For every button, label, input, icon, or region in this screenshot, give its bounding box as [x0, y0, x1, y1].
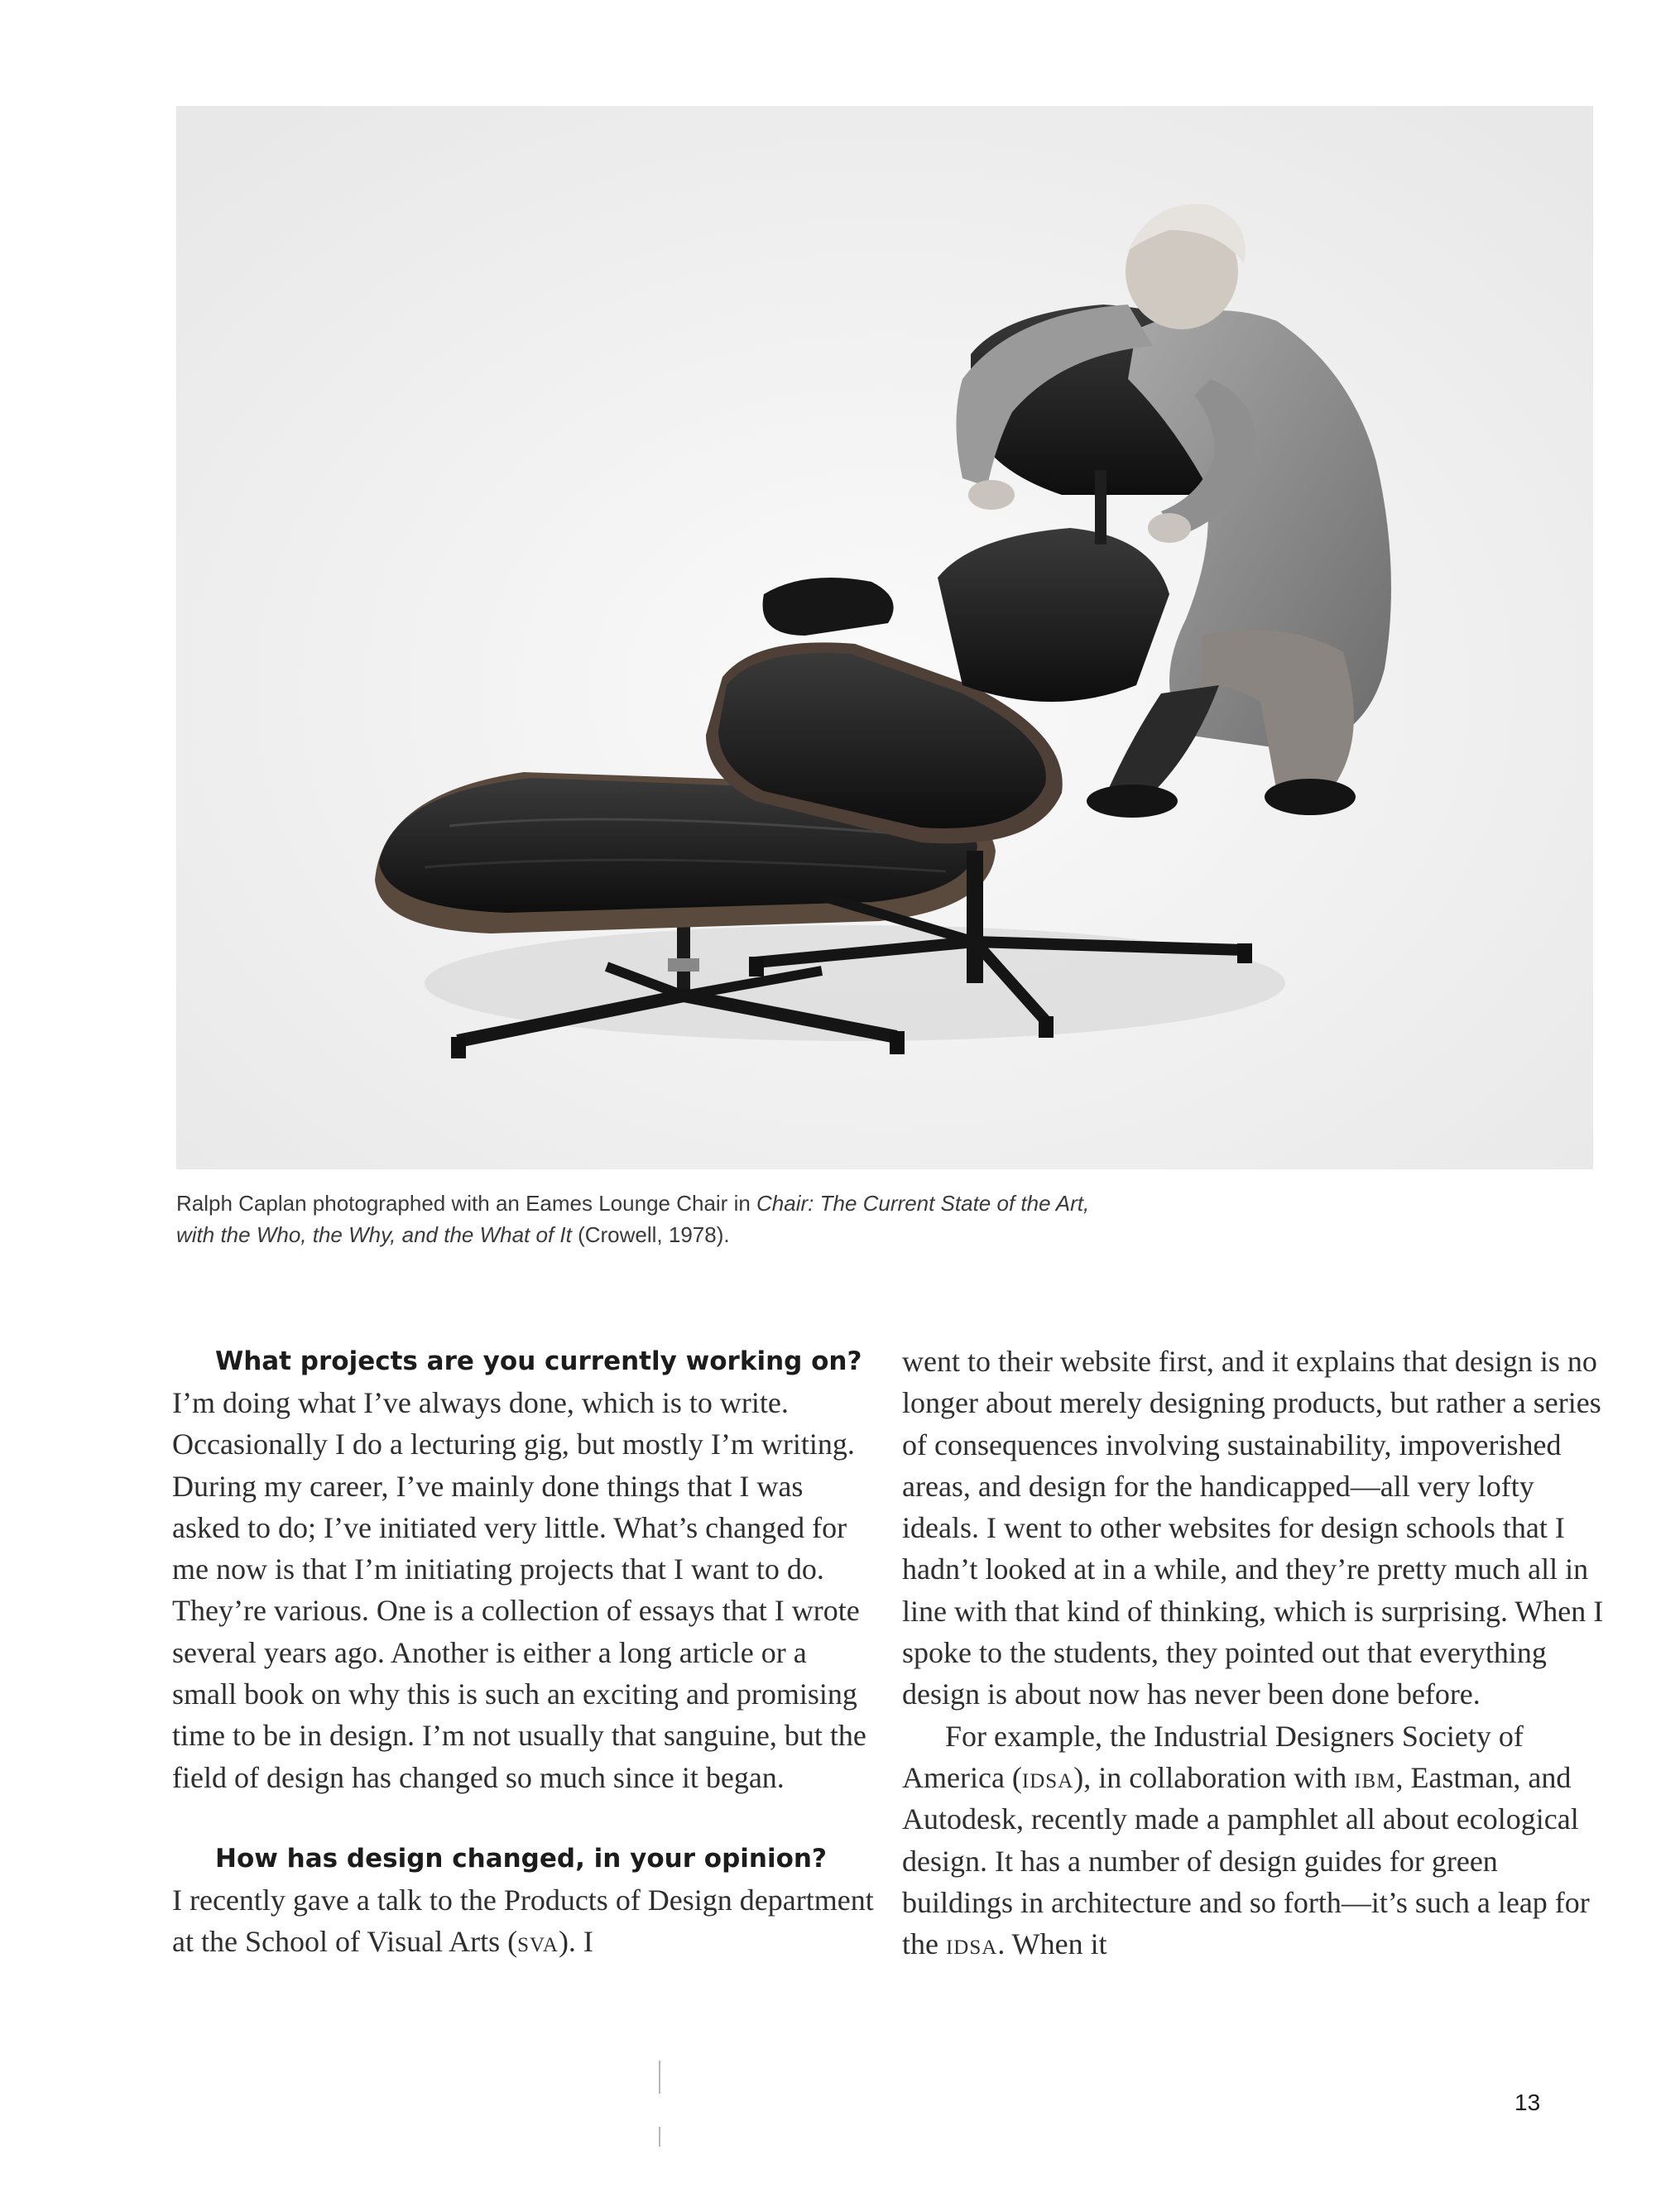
answer-paragraph	[172, 1879, 876, 1963]
fold-mark	[659, 2061, 660, 2094]
fold-mark	[659, 2127, 660, 2147]
body-text: . When it	[997, 1927, 1107, 1961]
caption-title-italic: Chair: The Current State of the Art,	[756, 1191, 1090, 1216]
body-text: For example, the Industrial Designers Society of America (	[902, 1719, 1524, 1794]
acronym-idsa: idsa	[945, 1927, 998, 1961]
answer-text: ). I	[558, 1925, 593, 1959]
caption-subtitle-italic: with the Who, the Why, and the What of It	[176, 1222, 572, 1247]
acronym-sva: sva	[517, 1925, 559, 1959]
eames-chair-photo	[176, 106, 1593, 1169]
photo-caption	[176, 1188, 1335, 1250]
left-column	[172, 1341, 876, 1963]
right-column	[902, 1341, 1606, 1965]
body-paragraph	[902, 1716, 1606, 1965]
question-heading: How has design changed, in your opinion?	[215, 1843, 827, 1874]
caption-publisher: (Crowell, 1978).	[571, 1222, 730, 1247]
photograph	[176, 106, 1593, 1169]
page-number: 13	[1514, 2090, 1541, 2115]
acronym-ibm: ibm	[1354, 1760, 1396, 1794]
body-text: , Eastman, and Autodesk, recently made a pamphlet all about ecological design. It has a number of design guides for green buildings in architecture and so forth—it’s such a leap for the	[902, 1760, 1590, 1961]
body-text: ), in collaboration with	[1073, 1760, 1355, 1794]
body-paragraph: went to their website first, and it explains that design is no longer about merely designing products, but rather a series of consequences involving sustainability, impoverished areas, and design for the handicapped—all very lofty ideals. I went to other websites for design schools that I hadn’t looked at in a while, and they’re pretty much all in line with that kind of thinking, which is surprising. When I spoke to the students, they pointed out that everything design is about now has never been done before.	[902, 1345, 1604, 1711]
acronym-idsa: idsa	[1021, 1760, 1074, 1794]
answer-paragraph: I’m doing what I’ve always done, which is to write. Occasionally I do a lecturing gig, but mostly I’m writing. During my career, I’ve mainly done things that I was asked to do; I’ve initiated very little. What’s changed for me now is that I’m initiating projects that I want to do. They’re various. One is a collection of essays that I wrote several years ago. Another is either a long article or a small book on why this is such an exciting and promising time to be in design. I’m not usually that sanguine, but the field of design has changed so much since it began.	[172, 1386, 866, 1794]
caption-text: Ralph Caplan photographed with an Eames Lounge Chair in	[176, 1191, 757, 1216]
answer-text: I recently gave a talk to the Products of Design department at the School of Visual Arts (	[172, 1883, 874, 1959]
question-heading: What projects are you currently working on?	[215, 1346, 862, 1376]
